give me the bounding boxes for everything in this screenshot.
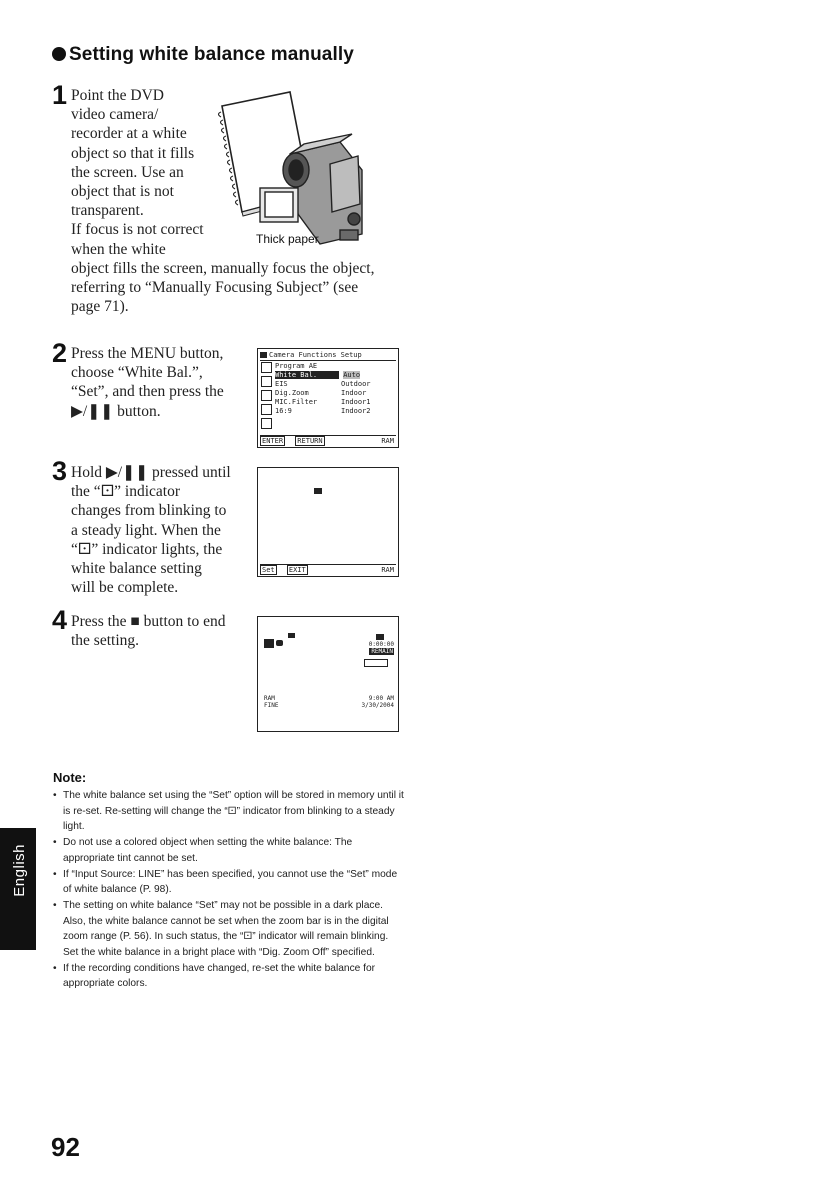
counter-block <box>369 641 394 655</box>
menu-tab-icon <box>261 362 272 373</box>
step-3-line: a steady light. When the <box>71 521 221 539</box>
step-number-3: 3 <box>52 456 68 486</box>
menu-side-icons <box>261 362 273 429</box>
notes-list <box>53 788 405 992</box>
menu-list <box>275 362 395 416</box>
quality-mode: FINE <box>264 702 279 709</box>
menu-row-option: Indoor1 <box>341 398 371 406</box>
recording-screen <box>257 616 399 732</box>
set-screen <box>257 467 399 577</box>
step-4-text <box>71 612 225 650</box>
enter-key-label: ENTER <box>262 437 284 445</box>
remain-label: REMAIN <box>369 648 394 655</box>
disc-type-label: RAM <box>381 566 394 574</box>
step-2-line: ▶/❚❚ button. <box>71 402 161 420</box>
step-3-line: will be complete. <box>71 579 179 597</box>
menu-row[interactable] <box>275 380 395 389</box>
menu-row-option: Indoor2 <box>341 407 371 415</box>
note-title: Note: <box>53 770 87 785</box>
step-number-1: 1 <box>52 80 68 110</box>
menu-tab-icon <box>261 376 272 387</box>
note-item: • If the recording conditions have changed, re-set the white balance for appropriate colors. <box>53 961 405 992</box>
step-2-text <box>71 344 224 421</box>
menu-row-label: Program AE <box>275 362 318 370</box>
step-1-line: Point the DVD <box>71 87 164 104</box>
language-tab-label: English <box>11 844 28 897</box>
menu-row-label: 16:9 <box>275 407 292 415</box>
step-number-4: 4 <box>52 605 68 635</box>
step-3-line: white balance setting <box>71 560 202 578</box>
step-3-line: Hold ▶/❚❚ pressed until <box>71 464 231 481</box>
note-item: • Do not use a colored object when setting the white balance: The appropriate tint cannot be set. <box>53 835 405 866</box>
step-3-line: “⚀” indicator lights, the <box>71 540 223 558</box>
menu-row-option: Indoor <box>341 389 367 397</box>
disc-type-label: RAM <box>381 437 394 445</box>
step-1-line: transparent. <box>71 202 144 220</box>
menu-tab-icon <box>261 404 272 415</box>
battery-icon <box>364 659 388 667</box>
bullet-icon <box>52 47 66 61</box>
menu-row-option: Outdoor <box>341 380 371 388</box>
menu-row[interactable] <box>275 362 395 371</box>
return-key-label: RETURN <box>297 437 323 445</box>
note-item: • The setting on white balance “Set” may not be possible in a dark place. Also, the white balance cannot be set when the zoom bar is in the digital zoom range (P. 56). In such status, the “⚀” indicator will remain blinking. Set the white balance in a bright place with “Dig. Zoom Off” specified. <box>53 898 405 961</box>
disc-quality-block <box>264 695 278 709</box>
menu-row-label: MIC.Filter <box>275 398 318 406</box>
menu-screen <box>257 348 399 448</box>
step-1-line: object that is not <box>71 183 174 201</box>
step-1-line: when the white <box>71 240 166 258</box>
menu-row-selected[interactable] <box>275 371 395 380</box>
menu-row[interactable] <box>275 407 395 416</box>
menu-header-text: Camera Functions Setup <box>269 351 362 359</box>
step-1-line: page 71). <box>71 298 129 316</box>
figure-caption: Thick paper <box>256 232 319 246</box>
record-mode-icon <box>276 640 283 646</box>
section-heading-text: Setting white balance manually <box>69 44 354 65</box>
step-1-line: referring to “Manually Focusing Subject” (see <box>71 279 359 297</box>
step-4-line: the setting. <box>71 632 140 650</box>
menu-row-label: White Bal. <box>275 371 339 379</box>
step-3-line: the “⚀” indicator <box>71 483 181 501</box>
date-time-block <box>361 695 394 709</box>
page-number: 92 <box>51 1132 80 1162</box>
menu-row-option: Auto <box>343 371 361 379</box>
camera-icon <box>260 352 267 358</box>
step-1-line: If focus is not correct <box>71 221 204 239</box>
clock-time: 9:00 AM <box>368 695 394 702</box>
step-2-line: “Set”, and then press the <box>71 383 224 401</box>
menu-tab-icon <box>261 390 272 401</box>
step-1-line: recorder at a white <box>71 125 187 143</box>
scene-icon <box>264 639 274 648</box>
menu-row-label: Dig.Zoom <box>275 389 309 397</box>
set-screen-footer <box>260 564 396 574</box>
disc-type: RAM <box>264 695 275 702</box>
step-1-line: object fills the screen, manually focus the object, <box>71 259 375 277</box>
menu-row-label: EIS <box>275 380 288 388</box>
set-key-label: Set <box>262 566 275 574</box>
step-1-line: object so that it fills <box>71 144 195 162</box>
white-balance-set-icon <box>288 633 295 638</box>
step-1-line: video camera/ <box>71 106 159 124</box>
language-tab <box>0 828 36 950</box>
note-item: • The white balance set using the “Set” option will be stored in memory until it is re-set. Re-setting will change the “⚀” indicator from blinking to a steady light. <box>53 788 405 835</box>
step-1-line: the screen. Use an <box>71 163 184 181</box>
menu-tab-icon <box>261 418 272 429</box>
menu-footer <box>260 435 396 445</box>
white-balance-set-icon <box>314 488 322 494</box>
date: 3/30/2004 <box>361 702 394 709</box>
record-indicator-icon <box>376 634 384 640</box>
exit-key-label: EXIT <box>288 566 306 574</box>
menu-row[interactable] <box>275 398 395 407</box>
note-item: • If “Input Source: LINE” has been specified, you cannot use the “Set” mode of white balance (P. 98). <box>53 867 405 898</box>
step-3-line: changes from blinking to <box>71 502 227 520</box>
menu-header <box>260 351 396 361</box>
menu-row[interactable] <box>275 389 395 398</box>
step-4-line: Press the ■ button to end <box>71 613 226 630</box>
time-counter: 0:00:00 <box>368 641 394 648</box>
step-3-text <box>71 463 231 597</box>
step-number-2: 2 <box>52 338 68 368</box>
step-2-line: choose “White Bal.”, <box>71 364 203 382</box>
section-heading <box>52 44 354 66</box>
step-2-line: Press the MENU button, <box>71 345 224 362</box>
